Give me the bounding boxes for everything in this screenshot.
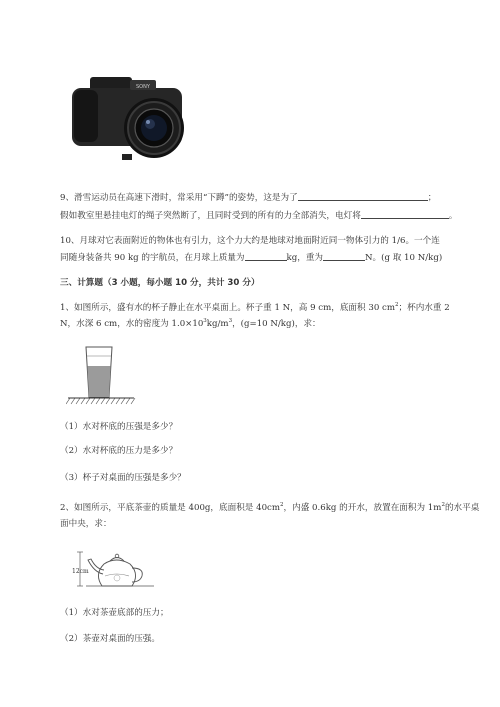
p1-sub2: （2）水对杯底的压力是多少？ (60, 446, 178, 456)
q10-line1: 10、月球对它表面附近的物体也有引力，这个力大约是地球对地面附近同一物体引力的 1/6。一个连 (60, 236, 440, 246)
q10-line2: 同随身装备共 90 kg 的宇航员，在月球上质量为 kg，重为 N。(g 取 10 N/kg) (60, 253, 443, 263)
p2-line1: 2、如图所示，平底茶壶的质量是 400g，底面积是 $40cm^2$，内盛 0.6kg 的开水，放置在面积为 $1m^2$的水平桌 (60, 502, 480, 513)
p1-line2: N，水深 6 cm，水的密度为 $1.0\times 10^3kg/m^3$，(g=10 N/kg)，求： (60, 318, 321, 329)
p2-line2: 面中央，求： (60, 519, 112, 529)
camera-brand: SONY (136, 84, 150, 90)
p2-sub1: （1）水对茶壶底部的压力； (60, 608, 169, 618)
p1-line1: 1、如图所示，盛有水的杯子静止在水平桌面上。杯子重 1 N，高 9 cm，底面积 30 $cm^2$；杯内水重 2 (60, 302, 450, 313)
teapot-diagram (72, 544, 162, 594)
camera-image (70, 70, 198, 170)
q10-blank-mass[interactable] (245, 251, 287, 261)
p1-sub1: （1）水对杯底的压强是多少？ (60, 422, 178, 432)
p1-sub3: （3）杯子对桌面的压强是多少？ (60, 473, 186, 483)
q9-line2: 假如教室里悬挂电灯的绳子突然断了，且同时受到的所有的力全部消失，电灯将 。 (60, 211, 458, 221)
cup-diagram (66, 342, 136, 408)
p2-sub2: （2）茶壶对桌面的压强。 (60, 634, 160, 644)
section-3-title: 三、计算题（3 小题，每小题 10 分，共计 30 分） (60, 278, 260, 288)
q10-blank-weight[interactable] (323, 251, 365, 261)
q9-blank-1[interactable] (298, 191, 428, 201)
q9-line1: 9、滑雪运动员在高速下滑时，常采用“下蹲”的姿势，这是为了 ； (60, 193, 437, 203)
q9-blank-2[interactable] (361, 209, 449, 219)
teapot-height-label: 12cm (72, 568, 89, 575)
